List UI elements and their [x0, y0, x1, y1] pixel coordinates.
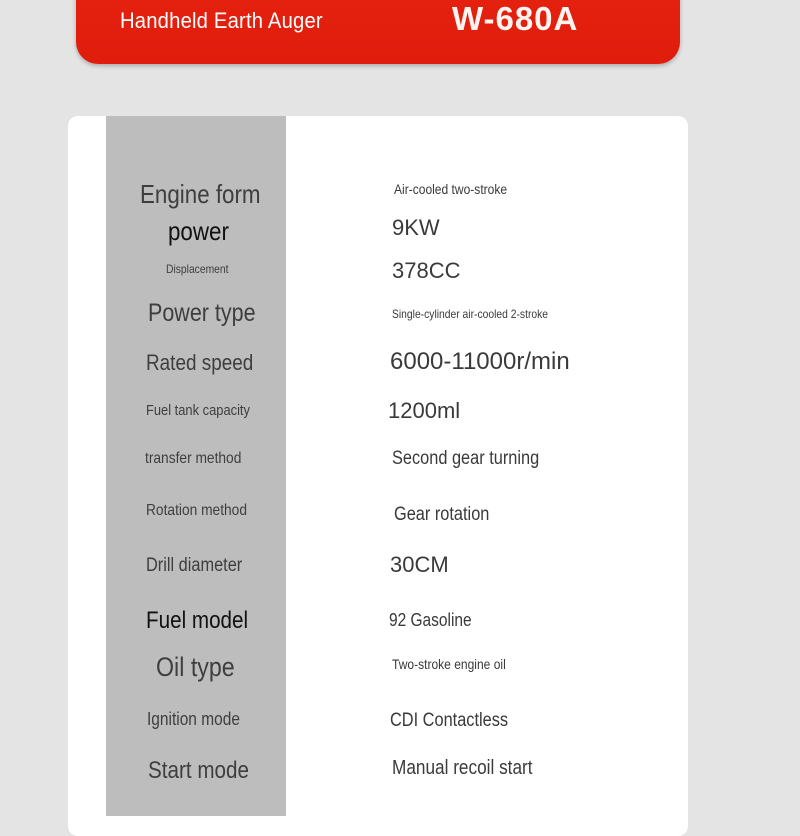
header-banner	[76, 0, 680, 64]
spec-value-drill-diameter: 30CM	[390, 552, 449, 577]
spec-label-ignition-mode: Ignition mode	[147, 709, 240, 729]
model-number: W-680A	[452, 0, 579, 37]
spec-label-drill-diameter: Drill diameter	[146, 555, 243, 576]
spec-label-engine-form: Engine form	[140, 179, 261, 209]
spec-value-start-mode: Manual recoil start	[392, 757, 533, 779]
spec-value-oil-type: Two-stroke engine oil	[392, 656, 506, 672]
spec-value-fuel-tank-capacity: 1200ml	[388, 398, 461, 423]
spec-value-ignition-mode: CDI Contactless	[390, 710, 509, 731]
spec-value-displacement: 378CC	[392, 258, 461, 283]
spec-label-oil-type: Oil type	[156, 652, 235, 682]
spec-label-transfer-method: transfer method	[145, 450, 242, 467]
spec-label-start-mode: Start mode	[148, 757, 249, 784]
spec-label-rotation-method: Rotation method	[146, 502, 247, 519]
spec-label-rated-speed: Rated speed	[146, 350, 254, 375]
spec-label-power: power	[168, 216, 229, 246]
product-title: Handheld Earth Auger	[120, 8, 323, 33]
spec-value-transfer-method: Second gear turning	[392, 448, 540, 469]
spec-value-rotation-method: Gear rotation	[394, 504, 490, 525]
spec-value-fuel-model: 92 Gasoline	[389, 610, 472, 630]
spec-value-power: 9KW	[392, 215, 440, 240]
spec-label-power-type: Power type	[148, 299, 256, 327]
spec-label-fuel-model: Fuel model	[146, 607, 249, 634]
spec-value-engine-form: Air-cooled two-stroke	[394, 181, 508, 197]
spec-label-displacement: Displacement	[166, 262, 229, 276]
spec-label-fuel-tank-capacity: Fuel tank capacity	[146, 402, 250, 419]
spec-value-rated-speed: 6000-11000r/min	[390, 348, 570, 375]
spec-value-power-type: Single-cylinder air-cooled 2-stroke	[392, 307, 549, 321]
